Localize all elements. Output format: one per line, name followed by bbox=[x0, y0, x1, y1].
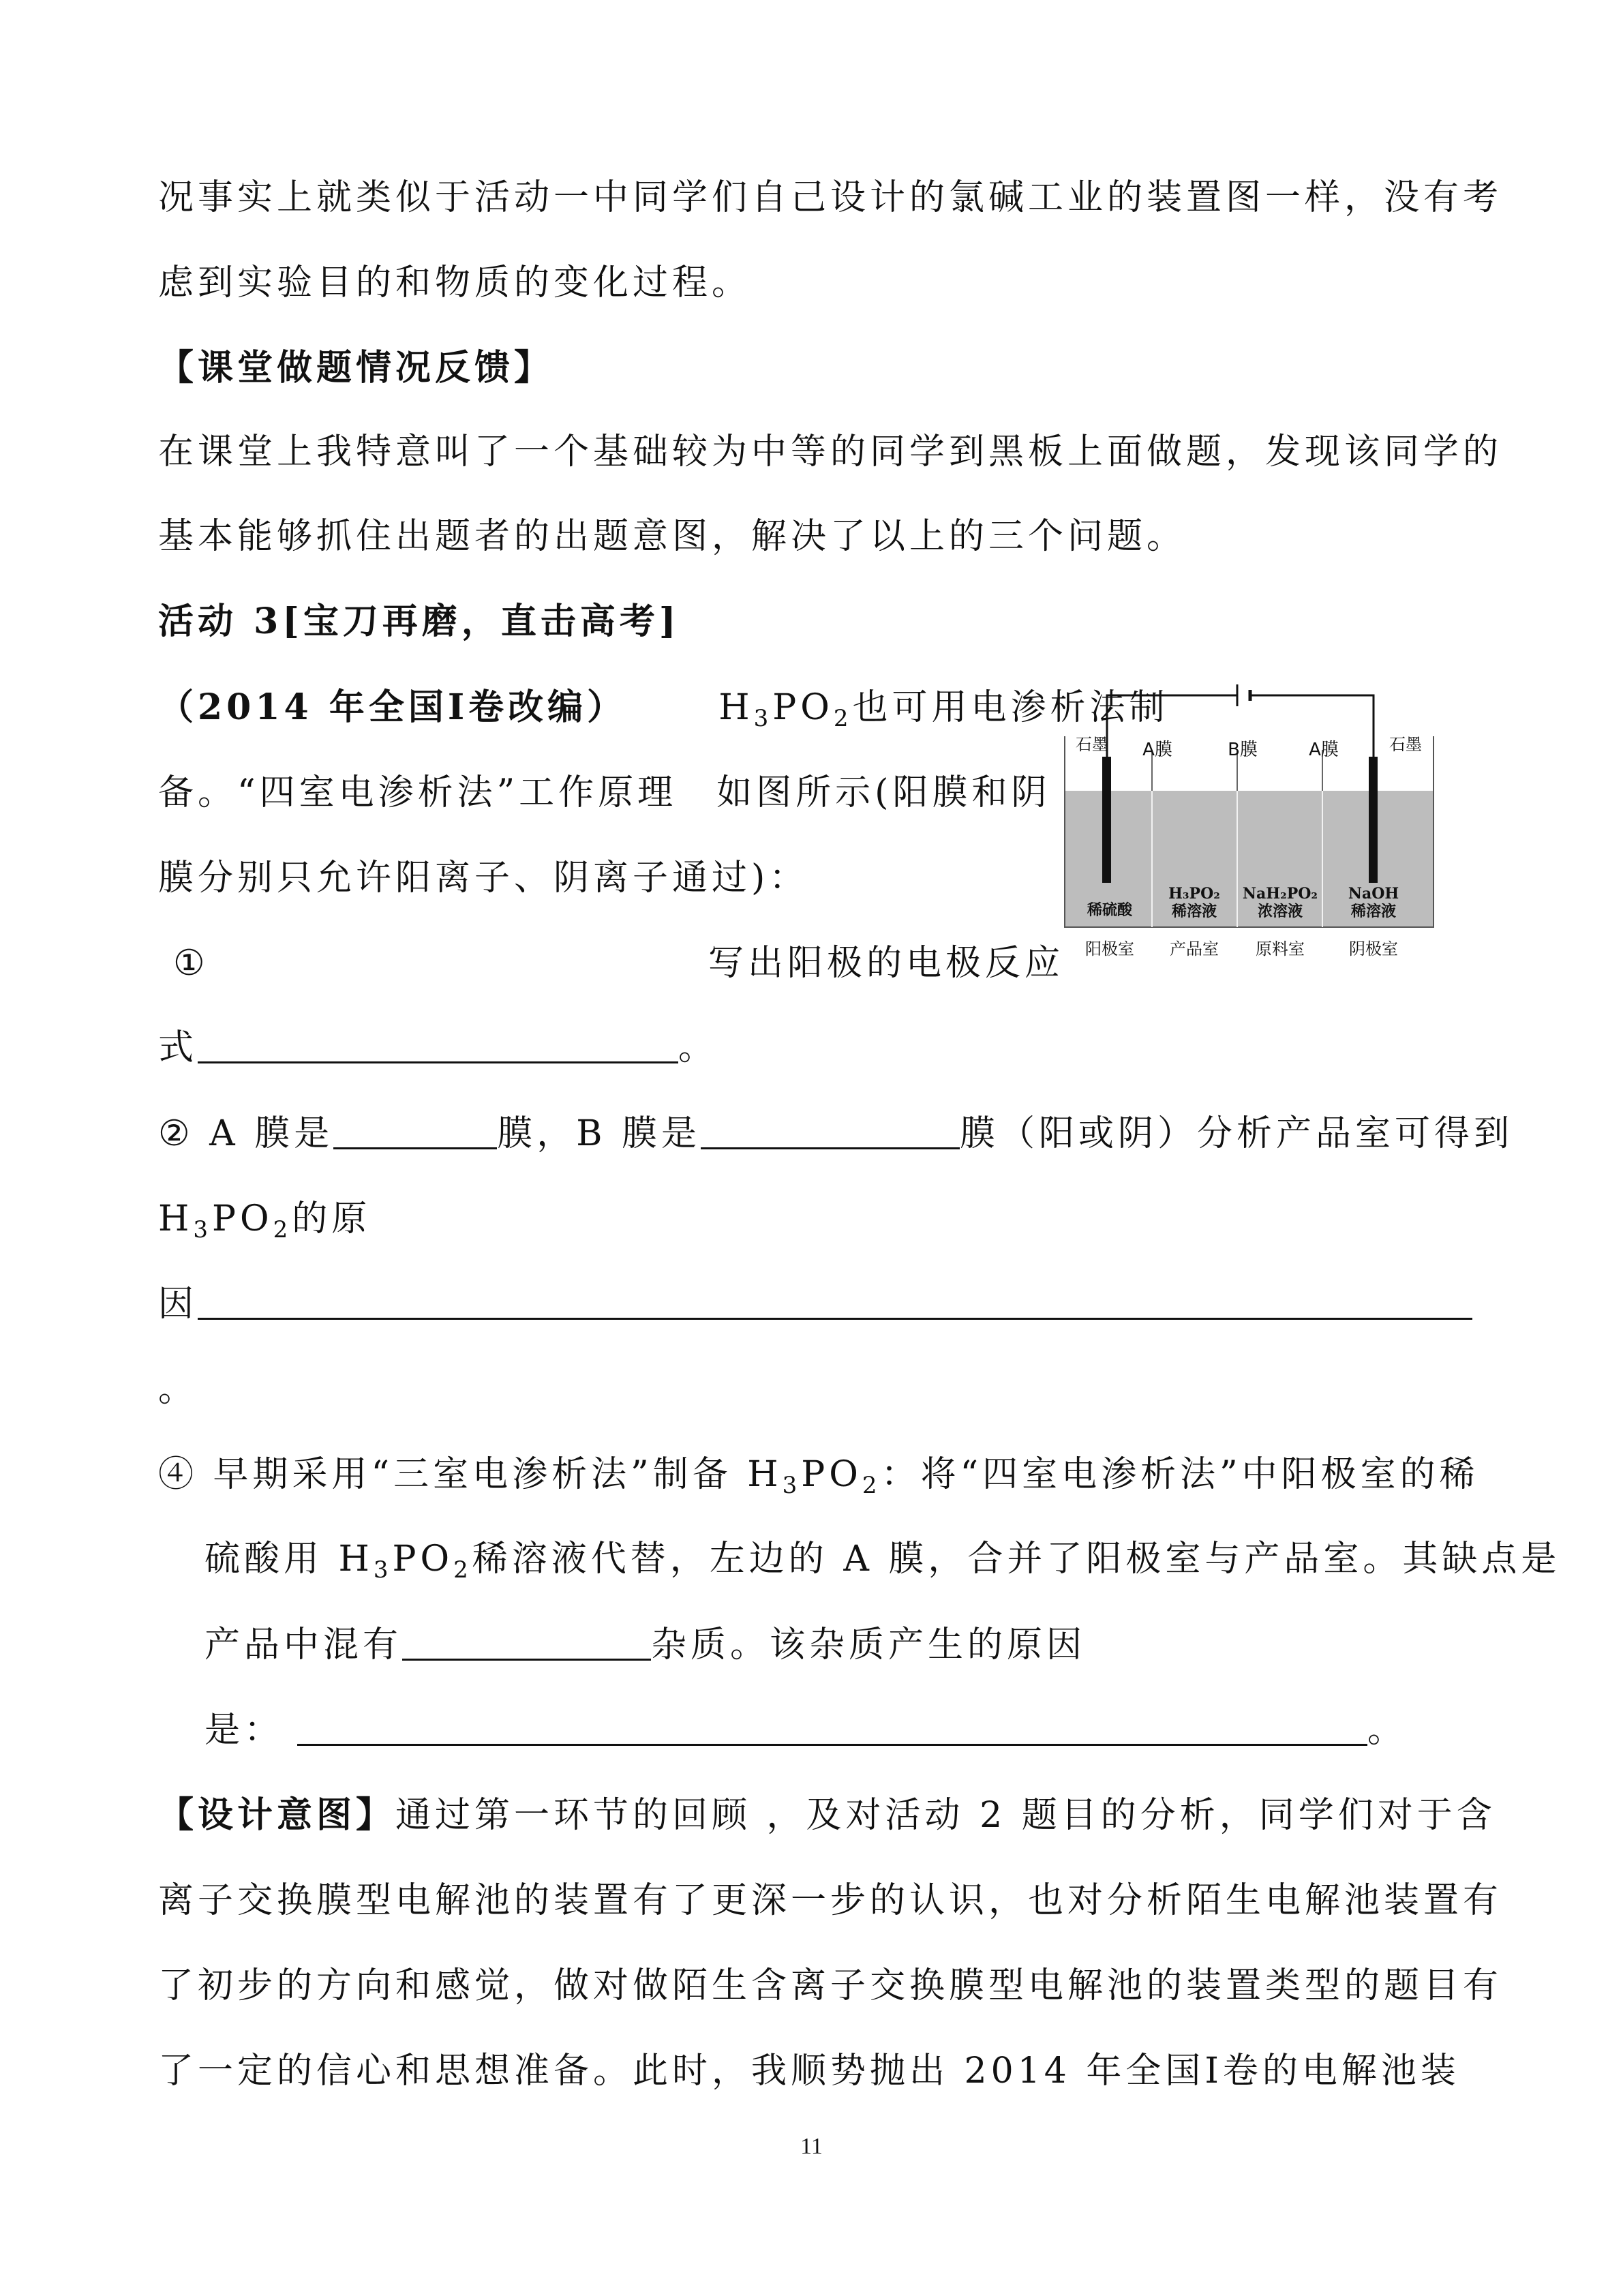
solution-label: 浓溶液 bbox=[1257, 903, 1303, 920]
solution-label: NaH₂PO₂ bbox=[1242, 885, 1318, 903]
text-line: 了初步的方向和感觉，做对做陌生含离子交换膜型电解池的装置类型的题目有 bbox=[158, 1965, 1503, 2006]
text-line: 况事实上就类似于活动一中同学们自己设计的氯碱工业的装置图一样，没有考 bbox=[158, 177, 1503, 218]
question-intro: （2014 年全国Ⅰ卷改编） $H_3PO_2$也可用电渗析法制 bbox=[158, 686, 1169, 732]
membrane-label: B膜 bbox=[1228, 740, 1258, 760]
solution-label: H₃PO₂ bbox=[1168, 885, 1220, 903]
question-source: （2014 年全国Ⅰ卷改编） bbox=[158, 686, 627, 728]
question-2: ② A 膜是 膜，B 膜是 膜（阳或阴）分析产品室可得到 bbox=[158, 1113, 1513, 1154]
text-line: 。 bbox=[158, 1369, 198, 1410]
text-line: 离子交换膜型电解池的装置有了更深一步的认识，也对分析陌生电解池装置有 bbox=[158, 1880, 1503, 1921]
electrode-label: 石墨 bbox=[1076, 735, 1108, 754]
section-heading: 【课堂做题情况反馈】 bbox=[158, 347, 554, 389]
solution-label: NaOH bbox=[1348, 885, 1399, 903]
text-line: 虑到实验目的和物质的变化过程。 bbox=[158, 262, 752, 303]
text-line: 硫酸用 $H_3PO_2$稀溶液代替，左边的 A 膜，合并了阳极室与产品室。其缺点是 bbox=[204, 1539, 1561, 1584]
cathode-electrode bbox=[1369, 757, 1378, 883]
electrodialysis-diagram bbox=[1063, 682, 1435, 968]
chamber-label: 原料室 bbox=[1256, 939, 1305, 958]
question-4: ④ 早期采用“三室电渗析法”制备 $H_3PO_2$：将“四室电渗析法”中阳极室的稀 bbox=[158, 1454, 1479, 1499]
chamber-label: 阳极室 bbox=[1085, 939, 1134, 958]
answer-blank[interactable] bbox=[198, 1026, 678, 1063]
answer-blank-a-membrane[interactable] bbox=[333, 1112, 497, 1149]
membrane-label: A膜 bbox=[1142, 740, 1172, 760]
answer-blank-impurity[interactable] bbox=[402, 1623, 651, 1661]
membrane-label: A膜 bbox=[1309, 740, 1339, 760]
text-line: 膜分别只允许阳离子、阴离子通过)： bbox=[158, 858, 809, 898]
answer-blank-reason[interactable] bbox=[198, 1282, 1472, 1320]
text-line: 了一定的信心和思想准备。此时，我顺势抛出 2014 年全国Ⅰ卷的电解池装 bbox=[158, 2051, 1460, 2091]
text-line: 备。“四室电渗析法”工作原理 如图所示(阳膜和阴 bbox=[158, 772, 1051, 813]
text-line: 是： 。 bbox=[204, 1710, 1408, 1751]
chamber-label: 产品室 bbox=[1170, 939, 1219, 958]
answer-blank-b-membrane[interactable] bbox=[701, 1112, 960, 1149]
design-intent: 【设计意图】通过第一环节的回顾 ，及对活动 2 题目的分析，同学们对于含 bbox=[158, 1794, 1496, 1836]
question-1: ① 写出阳极的电极反应 bbox=[173, 943, 1064, 984]
anode-electrode bbox=[1102, 757, 1111, 883]
solution-label: 稀溶液 bbox=[1350, 903, 1397, 920]
solution-label: 稀硫酸 bbox=[1087, 901, 1133, 919]
text-line: 基本能够抓住出题者的出题意图，解决了以上的三个问题。 bbox=[158, 516, 1187, 557]
answer-blank-cause[interactable] bbox=[297, 1708, 1367, 1746]
text-line: 产品中混有 杂质。该杂质产生的原因 bbox=[204, 1625, 1087, 1665]
activity-heading: 活动 3[宝刀再磨，直击高考] bbox=[158, 601, 680, 642]
question-2-answer: 因 bbox=[158, 1280, 1470, 1328]
electrode-label: 石墨 bbox=[1389, 735, 1422, 754]
text-line: 在课堂上我特意叫了一个基础较为中等的同学到黑板上面做题，发现该同学的 bbox=[158, 432, 1503, 472]
solution-label: 稀溶液 bbox=[1171, 903, 1217, 920]
question-1-answer: 式 。 bbox=[158, 1027, 718, 1068]
design-intent-label: 【设计意图】 bbox=[158, 1794, 396, 1836]
chamber-label: 阴极室 bbox=[1349, 939, 1398, 958]
text-line: $H_3PO_2$的原 bbox=[158, 1198, 371, 1243]
page-number: 11 bbox=[800, 2134, 823, 2159]
